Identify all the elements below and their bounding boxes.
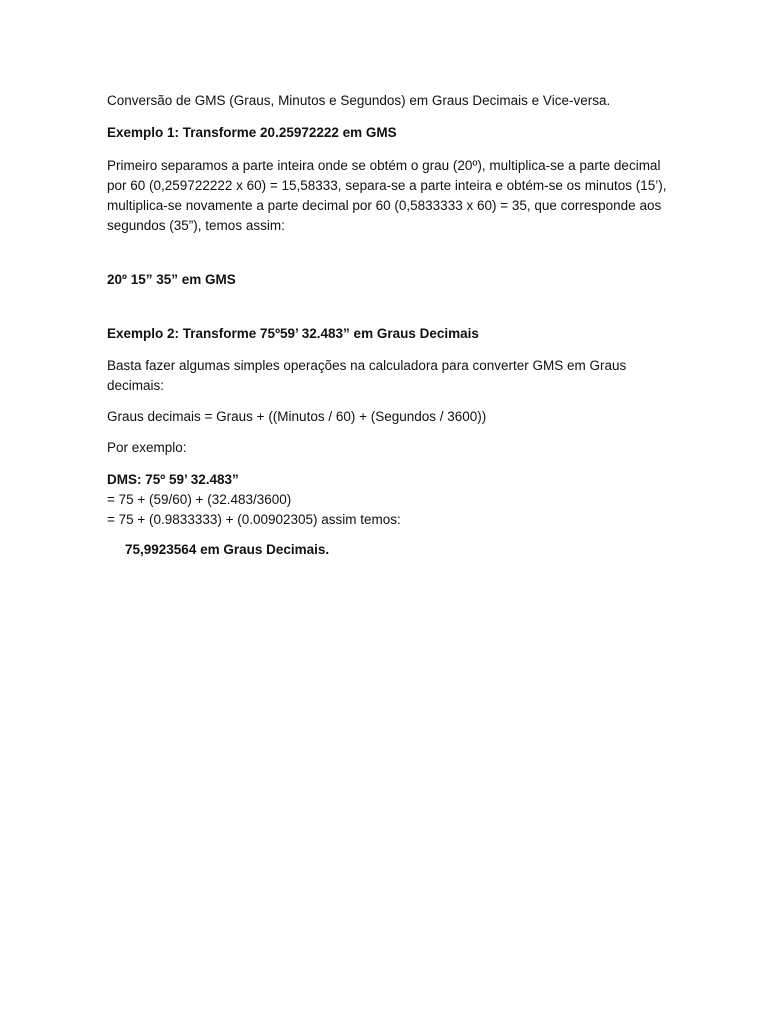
example2-intro: Basta fazer algumas simples operações na calculadora para converter GMS em Graus decimais: — [107, 358, 627, 393]
document-body — [107, 91, 667, 560]
example1-result: 20º 15” 35” em GMS — [107, 272, 236, 287]
conversion-formula: Graus decimais = Graus + ((Minutos / 60) + (Segundos / 3600)) — [107, 409, 487, 424]
calculation-step-1: = 75 + (59/60) + (32.483/3600) — [107, 492, 292, 507]
example1-heading: Exemplo 1: Transforme 20.25972222 em GMS — [107, 125, 397, 140]
example1-paragraph: Primeiro separamos a parte inteira onde se obtém o grau (20º), multiplica-se a parte decimal por 60 (0,259722222 x 60) = 15,58333, separa-se a parte inteira e obtém-se os minutos (15’), multiplica-se novamente a parte decimal por 60 (0,5833333 x 60) = 35, que corresponde aos segundos (35”), temos assim: — [107, 158, 667, 233]
dms-line: DMS: 75º 59’ 32.483” — [107, 472, 239, 487]
document-title: Conversão de GMS (Graus, Minutos e Segundos) em Graus Decimais e Vice-versa. — [107, 93, 611, 108]
example2-final-result: 75,9923564 em Graus Decimais. — [125, 542, 330, 557]
calculation-step-2: = 75 + (0.9833333) + (0.00902305) assim temos: — [107, 512, 401, 527]
example2-heading: Exemplo 2: Transforme 75º59’ 32.483” em Graus Decimais — [107, 326, 479, 341]
example-label: Por exemplo: — [107, 440, 187, 455]
dms-calculation — [107, 470, 667, 530]
